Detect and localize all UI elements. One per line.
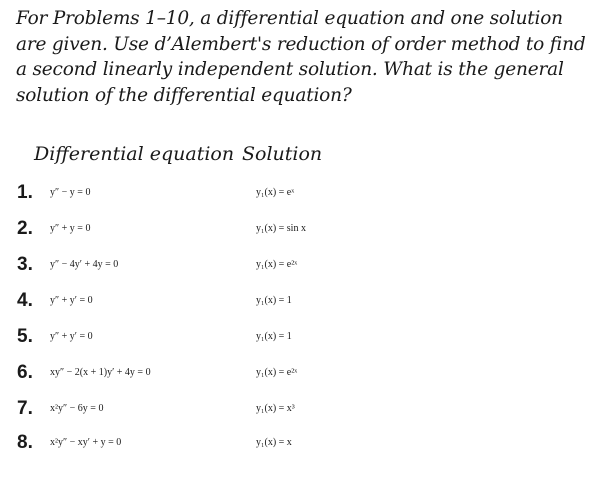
- given-solution: y₁(x) = e²ˣ: [256, 259, 298, 270]
- given-solution: y₁(x) = eˣ: [256, 187, 295, 198]
- problem-number: 7.: [17, 398, 33, 419]
- problem-row: [0, 396, 604, 426]
- differential-equation: y″ − y = 0: [50, 187, 91, 198]
- differential-equation: x²y″ − 6y = 0: [50, 403, 104, 414]
- differential-equation: y″ + y′ = 0: [50, 295, 93, 306]
- problem-number: 6.: [17, 362, 33, 383]
- given-solution: y₁(x) = sin x: [256, 223, 306, 234]
- differential-equation: y″ − 4y′ + 4y = 0: [50, 259, 119, 270]
- column-header-solution: Solution: [242, 143, 323, 165]
- problem-row: [0, 288, 604, 318]
- problem-number: 2.: [17, 218, 33, 239]
- problem-row: [0, 360, 604, 390]
- problem-row: [0, 430, 604, 460]
- given-solution: y₁(x) = x: [256, 437, 292, 448]
- problem-number: 8.: [17, 432, 33, 453]
- given-solution: y₁(x) = 1: [256, 295, 292, 306]
- differential-equation: x²y″ − xy′ + y = 0: [50, 437, 122, 448]
- problem-row: [0, 324, 604, 354]
- problem-number: 1.: [17, 182, 33, 203]
- given-solution: y₁(x) = x³: [256, 403, 295, 414]
- problem-number: 5.: [17, 326, 33, 347]
- differential-equation: y″ + y = 0: [50, 223, 91, 234]
- problem-instructions: For Problems 1–10, a differential equation and one solution are given. Use d’Alembert's reduction of order method to find a second linearly independent solution. What is the general solution of the differential equation?: [16, 8, 586, 106]
- problem-number: 4.: [17, 290, 33, 311]
- problem-row: [0, 216, 604, 246]
- problem-row: [0, 252, 604, 282]
- problem-number: 3.: [17, 254, 33, 275]
- given-solution: y₁(x) = 1: [256, 331, 292, 342]
- differential-equation: xy″ − 2(x + 1)y′ + 4y = 0: [50, 367, 151, 378]
- differential-equation: y″ + y′ = 0: [50, 331, 93, 342]
- column-header-equation: Differential equation: [34, 143, 235, 165]
- problem-row: [0, 180, 604, 210]
- given-solution: y₁(x) = e²ˣ: [256, 367, 298, 378]
